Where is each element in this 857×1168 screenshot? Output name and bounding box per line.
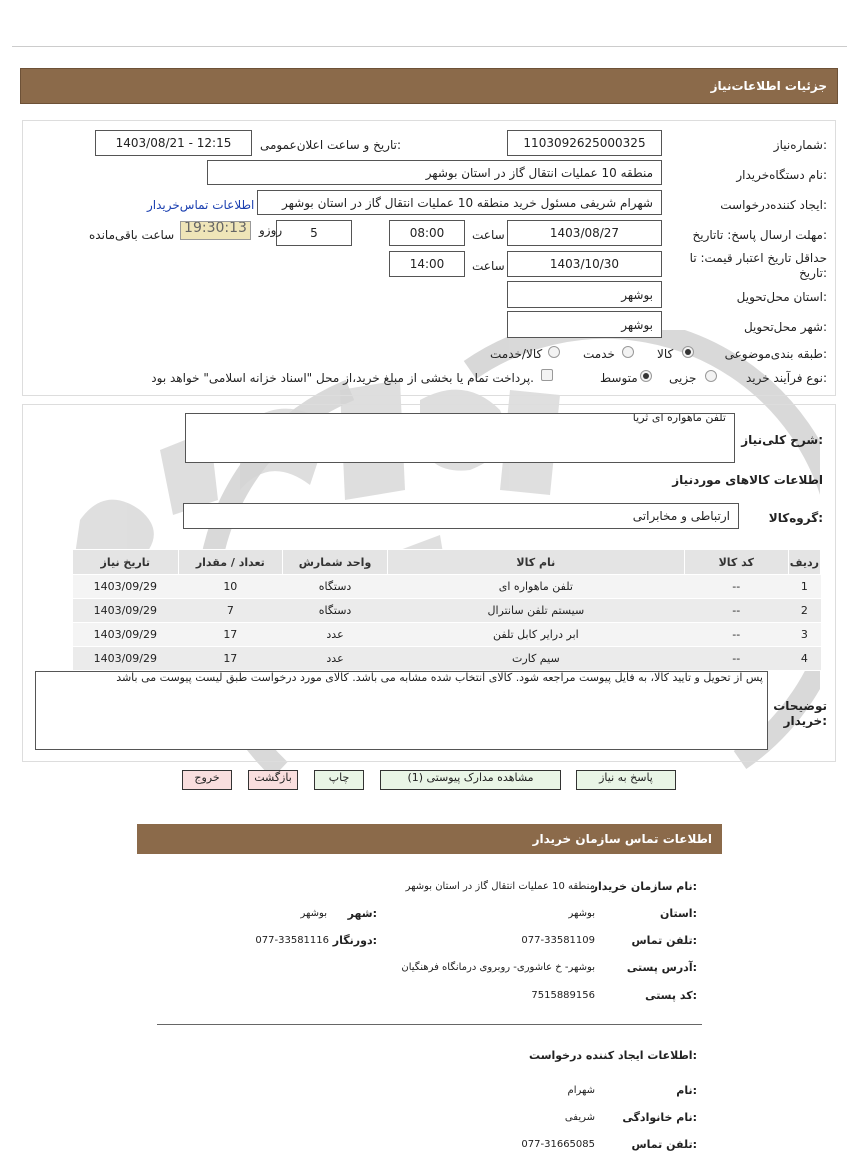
contact-fax-value: 077-33581116 xyxy=(255,935,329,946)
need-number-label: شماره‌نیاز: xyxy=(773,138,827,152)
buyer-contact-link[interactable]: اطلاعات تماس‌خریدار xyxy=(147,198,255,212)
cell-qty: 10 xyxy=(178,575,282,599)
cell-name: ابر درایر کابل تلفن xyxy=(387,623,684,647)
buyer-org-field: منطقه 10 عملیات انتقال گاز در استان بوشهر xyxy=(207,160,662,185)
table-row xyxy=(73,599,821,623)
back-button[interactable]: بازگشت xyxy=(248,770,298,790)
cell-row: 4 xyxy=(788,647,820,671)
view-attachments-button[interactable]: مشاهده مدارک پیوستی (1) xyxy=(380,770,561,790)
category-radio-service[interactable] xyxy=(622,346,634,358)
cell-name: تلفن ماهواره ای xyxy=(387,575,684,599)
print-button[interactable]: چاپ xyxy=(314,770,364,790)
table-row xyxy=(73,623,821,647)
cell-row: 2 xyxy=(788,599,820,623)
process-option-minor: جزیی xyxy=(669,371,697,385)
contact-phone-label: تلفن تماس: xyxy=(631,934,697,947)
description-text: تلفن ماهواره ای ثریا xyxy=(632,413,726,424)
goods-table-wrap xyxy=(72,549,821,671)
cell-date: 1403/09/29 xyxy=(73,599,179,623)
province-label: استان محل‌تحویل: xyxy=(736,290,827,304)
creator-phone-value: 077-31665085 xyxy=(521,1139,595,1150)
announce-date-field: 1403/08/21 - 12:15 xyxy=(95,130,252,156)
creator-field: شهرام شریفی مسئول خرید منطقه 10 عملیات انتقال گاز در استان بوشهر xyxy=(257,190,662,215)
goods-info-title: اطلاعات کالاهای موردنیاز xyxy=(672,473,823,487)
deadline-date-field: 1403/08/27 xyxy=(507,220,662,246)
buyer-notes-field xyxy=(35,671,768,750)
creator-first-name-value: شهرام xyxy=(567,1085,595,1096)
contact-province-value: بوشهر xyxy=(568,908,595,919)
cell-qty: 17 xyxy=(178,647,282,671)
need-number-field: 1103092625000325 xyxy=(507,130,662,156)
treasury-payment-note: پرداخت تمام یا بخشی از مبلغ خرید،از محل "اسناد خزانه اسلامی" خواهد بود. xyxy=(151,371,534,385)
process-option-medium: متوسط xyxy=(600,371,638,385)
col-code: کد کالا xyxy=(684,550,788,575)
creator-last-name-value: شریفی xyxy=(564,1112,595,1123)
buyer-contact-banner xyxy=(137,824,722,854)
validity-time-label: ساعت xyxy=(472,259,505,273)
reply-button[interactable]: پاسخ به نیاز xyxy=(576,770,676,790)
validity-label-line1: حداقل تاریخ اعتبار قیمت: تا xyxy=(689,251,827,265)
cell-unit: عدد xyxy=(283,647,388,671)
creator-last-name-label: نام خانوادگی: xyxy=(622,1111,697,1124)
category-option-goods: کالا xyxy=(657,347,674,361)
city-field: بوشهر xyxy=(507,311,662,338)
remaining-time-label: ساعت باقی‌مانده xyxy=(89,228,175,242)
category-option-service: خدمت xyxy=(583,347,615,361)
col-unit: واحد شمارش xyxy=(283,550,388,575)
description-label: شرح کلی‌نیاز: xyxy=(741,433,823,447)
cell-date: 1403/09/29 xyxy=(73,575,179,599)
creator-info-title: اطلاعات ایجاد کننده درخواست: xyxy=(529,1049,697,1062)
province-field: بوشهر xyxy=(507,281,662,308)
cell-row: 1 xyxy=(788,575,820,599)
contact-fax-label: دورنگار: xyxy=(332,934,377,947)
creator-label: ایجاد کننده‌درخواست: xyxy=(720,198,827,212)
days-label: روزو xyxy=(259,223,283,237)
goods-table xyxy=(72,549,821,671)
creator-phone-label: تلفن تماس: xyxy=(631,1138,697,1151)
goods-group-label: گروه‌کالا: xyxy=(768,511,823,525)
cell-unit: دستگاه xyxy=(283,575,388,599)
cell-name: سیم کارت xyxy=(387,647,684,671)
cell-qty: 17 xyxy=(178,623,282,647)
city-label: شهر محل‌تحویل: xyxy=(743,320,827,334)
contact-city-label: شهر: xyxy=(347,907,377,920)
remaining-time-field: 19:30:13 xyxy=(180,221,251,240)
buyer-notes-text: پس از تحویل و تایید کالا، به فایل پیوست مراجعه شود. کالای انتخاب شده مشابه می باشد. کالای مورد درخواست طبق لیست پیوست می باشد xyxy=(116,671,763,684)
table-row xyxy=(73,647,821,671)
cell-row: 3 xyxy=(788,623,820,647)
contact-address-label: آدرس پستی: xyxy=(626,961,697,974)
process-radio-minor[interactable] xyxy=(705,370,717,382)
validity-time-field: 14:00 xyxy=(389,251,465,277)
validity-label-line2: تاریخ: xyxy=(799,266,827,280)
process-type-label: نوع فرآیند خرید: xyxy=(745,371,827,385)
top-divider xyxy=(12,46,847,47)
contact-city-value: بوشهر xyxy=(300,908,327,919)
description-field xyxy=(185,413,735,463)
exit-button[interactable]: خروج xyxy=(182,770,232,790)
goods-group-field: ارتباطی و مخابراتی xyxy=(183,503,739,529)
cell-code: -- xyxy=(684,623,788,647)
validity-date-field: 1403/10/30 xyxy=(507,251,662,277)
table-row xyxy=(73,575,821,599)
process-radio-medium[interactable] xyxy=(640,370,652,382)
category-radio-goods-service[interactable] xyxy=(548,346,560,358)
cell-code: -- xyxy=(684,575,788,599)
creator-first-name-label: نام: xyxy=(676,1084,697,1097)
buyer-contact-title: اطلاعات تماس سازمان خریدار xyxy=(532,832,712,846)
cell-unit: عدد xyxy=(283,623,388,647)
contact-divider xyxy=(157,1024,702,1025)
cell-qty: 7 xyxy=(178,599,282,623)
col-name: نام کالا xyxy=(387,550,684,575)
deadline-label: مهلت ارسال پاسخ: تاتاریخ: xyxy=(692,228,827,242)
buyer-notes-label-line1: توضیحات xyxy=(773,699,827,713)
contact-phone-value: 077-33581109 xyxy=(521,935,595,946)
category-option-goods-service: کالا/خدمت xyxy=(490,347,543,361)
cell-name: سیستم تلفن سانترال xyxy=(387,599,684,623)
cell-date: 1403/09/29 xyxy=(73,623,179,647)
treasury-payment-checkbox[interactable] xyxy=(541,369,553,381)
table-header-row xyxy=(73,550,821,575)
contact-address-value: بوشهر- خ عاشوری- روبروی درمانگاه فرهنگیان xyxy=(401,962,595,973)
contact-postal-value: 7515889156 xyxy=(531,990,595,1001)
contact-org-label: نام سازمان خریدار: xyxy=(591,880,697,893)
cell-code: -- xyxy=(684,647,788,671)
cell-date: 1403/09/29 xyxy=(73,647,179,671)
col-date: تاریخ نیاز xyxy=(73,550,179,575)
buyer-notes-label-line2: خریدار: xyxy=(783,714,827,728)
page-header-banner xyxy=(20,68,838,104)
contact-org-value: منطقه 10 عملیات انتقال گاز در استان بوشهر xyxy=(405,881,595,892)
col-row: ردیف xyxy=(788,550,820,575)
announce-date-label: تاریخ و ساعت اعلان‌عمومی: xyxy=(259,138,401,152)
col-qty: تعداد / مقدار xyxy=(178,550,282,575)
category-label: طبقه بندی‌موضوعی: xyxy=(724,347,827,361)
deadline-time-label: ساعت xyxy=(472,228,505,242)
cell-code: -- xyxy=(684,599,788,623)
page-title: جزئیات اطلاعات‌نیاز xyxy=(710,79,827,93)
cell-unit: دستگاه xyxy=(283,599,388,623)
days-field: 5 xyxy=(276,220,352,246)
category-radio-goods[interactable] xyxy=(682,346,694,358)
contact-province-label: استان: xyxy=(659,907,697,920)
contact-postal-label: کد پستی: xyxy=(645,989,697,1002)
deadline-time-field: 08:00 xyxy=(389,220,465,246)
buyer-org-label: نام دستگاه‌خریدار: xyxy=(736,168,827,182)
